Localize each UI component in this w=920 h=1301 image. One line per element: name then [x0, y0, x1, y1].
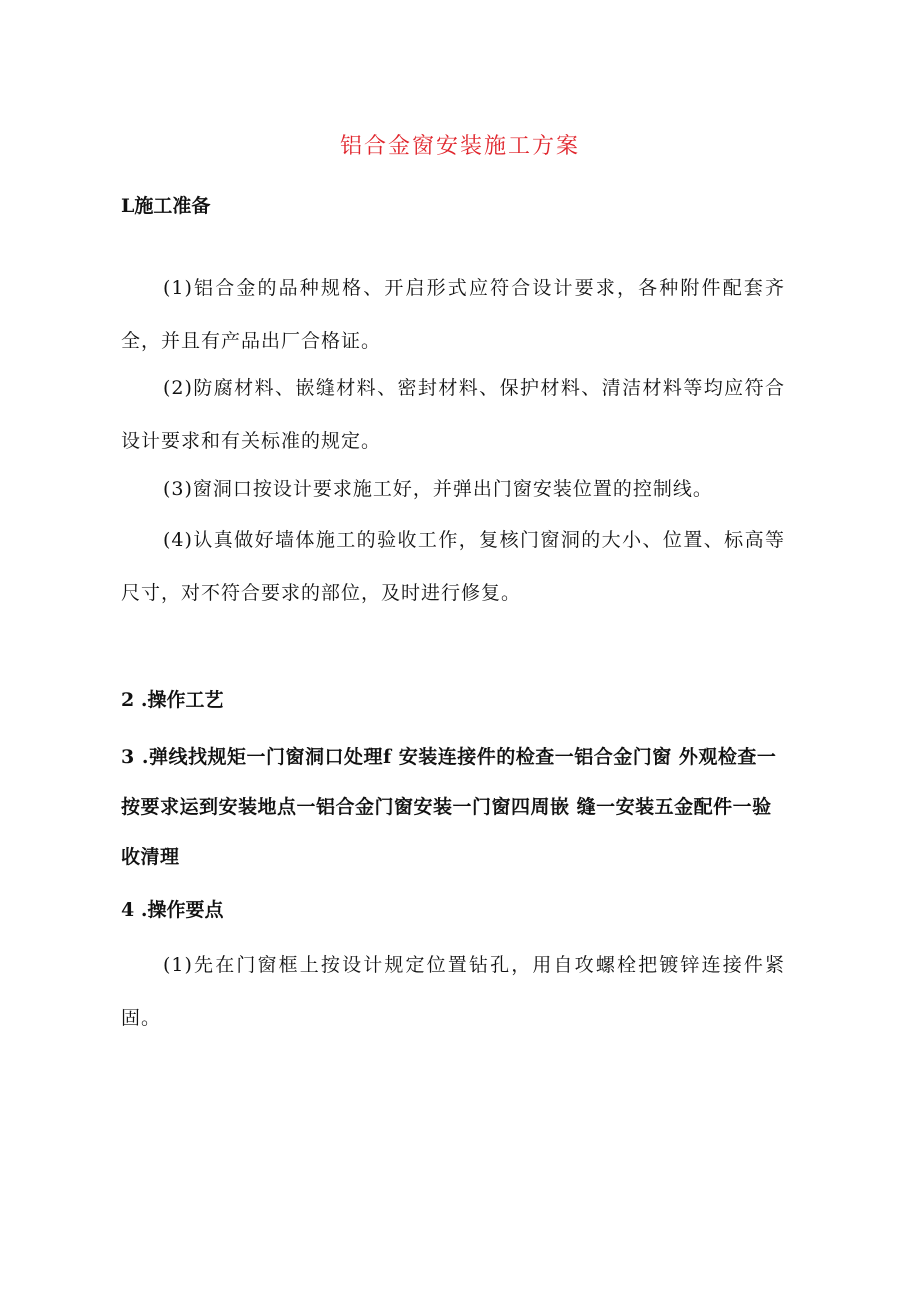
section-1-heading: L施工准备	[121, 195, 211, 217]
section-4-heading: 4 .操作要点	[121, 899, 224, 921]
section-1-item-4: (4)认真做好墙体施工的验收工作，复核门窗洞的大小、位置、标高等尺寸，对不符合要求的部位，及时进行修复。	[121, 529, 785, 604]
section-1-item-1: (1)铝合金的品种规格、开启形式应符合设计要求，各种附件配套齐全，并且有产品出厂合格证。	[121, 277, 785, 352]
document-title: 铝合金窗安装施工方案	[339, 134, 580, 159]
section-2-heading: 2 .操作工艺	[121, 689, 224, 711]
section-4-item-1: (1)先在门窗框上按设计规定位置钻孔，用自攻螺栓把镀锌连接件紧固。	[121, 954, 785, 1029]
section-1-item-3: (3)窗洞口按设计要求施工好，并弹出门窗安装位置的控制线。	[163, 478, 713, 500]
section-3-text: 3 .弹线找规矩一门窗洞口处理f 安装连接件的检查一铝合金门窗 外观检查一按要求运到安装地点一铝合金门窗安装一门窗四周嵌 缝一安装五金配件一验收清理	[121, 746, 777, 868]
section-1-item-2: (2)防腐材料、嵌缝材料、密封材料、保护材料、清洁材料等均应符合设计要求和有关标准的规定。	[121, 377, 785, 452]
